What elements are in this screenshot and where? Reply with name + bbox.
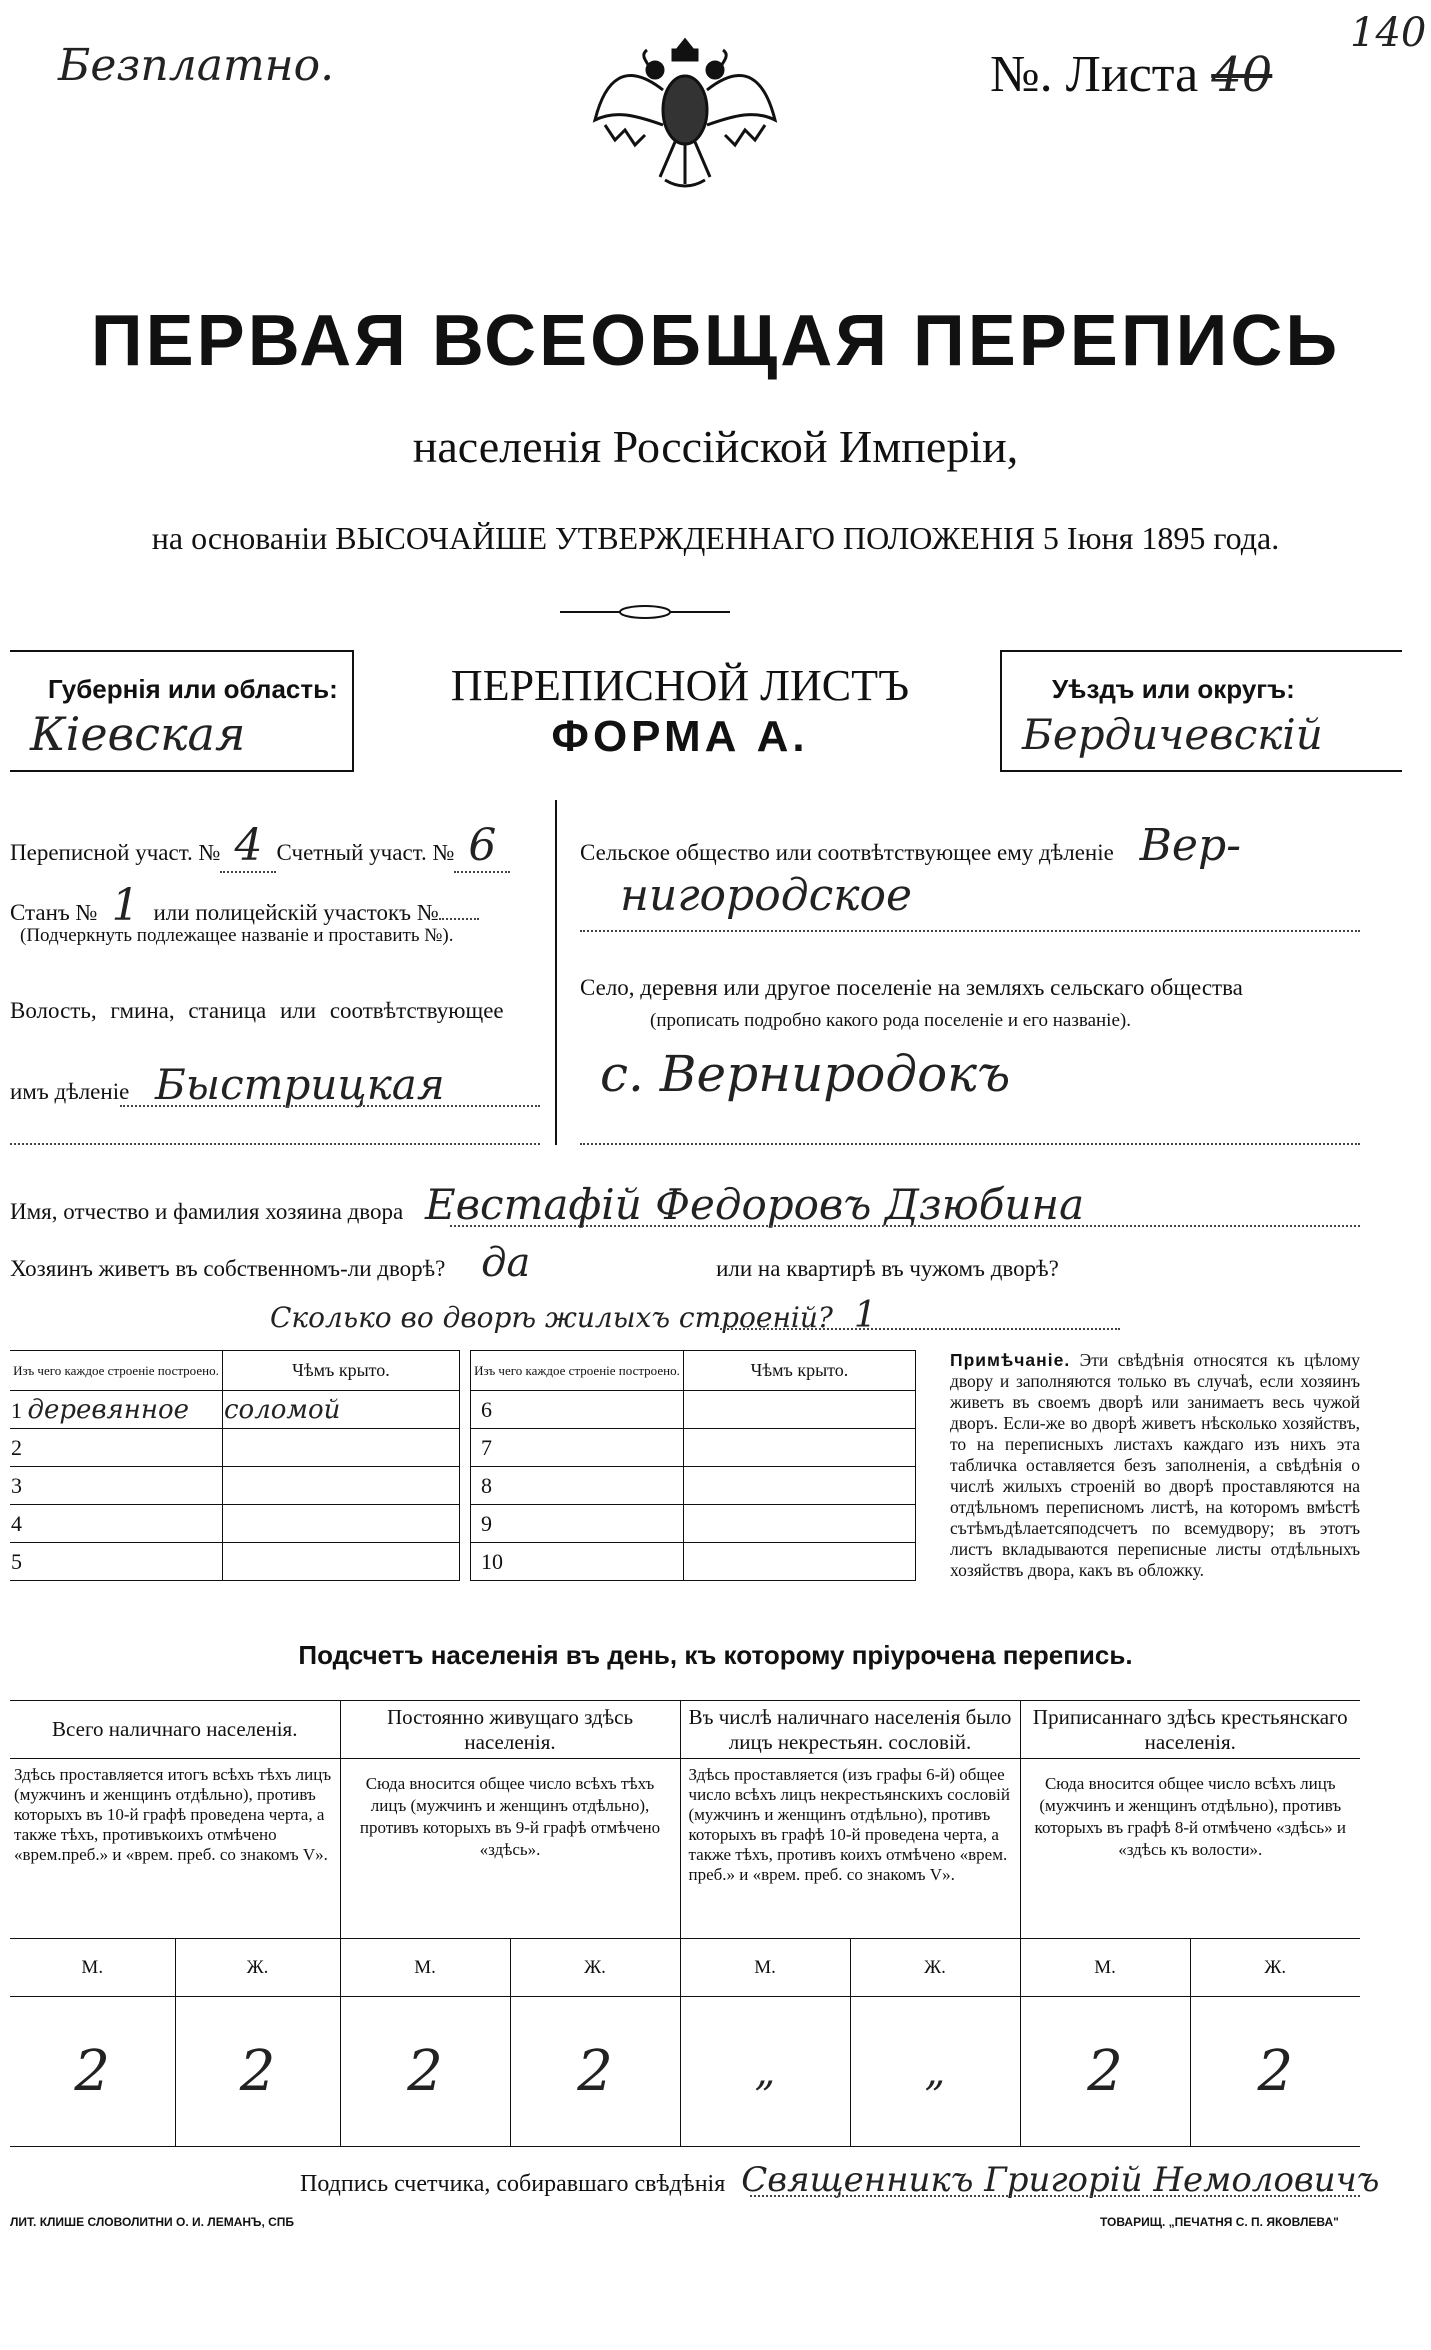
owner-lives-value[interactable]: да <box>481 1240 531 1286</box>
free-label: Безплатно. <box>58 40 335 91</box>
col-material-header: Изъ чего каждое строеніе построено. <box>10 1351 223 1391</box>
male-header: М. <box>10 1939 175 1997</box>
table-row: 7 <box>471 1429 684 1467</box>
roof-cell[interactable] <box>223 1429 460 1467</box>
district-label: Уѣздъ или округъ: <box>1052 674 1295 704</box>
note-text: Эти свѣдѣнія относятся къ цѣлому двору и заполняются только въ случаѣ, если хозяинъ живетъ въ своемъ дворѣ или занимаетъ весь чужой дворъ. Если-же во дворѣ живетъ нѣсколько хозяйствъ, то на переписныхъ листахъ каждаго изъ нихъ эта табличка оставляется безъ заполненія, а свѣдѣнія о числѣ жилыхъ строеній во дворѣ проставляются на отдѣльномъ переписномъ листѣ, на которомъ вмѣстѣ сътѣмъдѣлаетсяподсчетъ по всемудвору; въ этотъ листъ вкладываются переписные листы отдѣльныхъ хозяйствъ двора, какъ въ обложку. <box>950 1350 1360 1580</box>
pop-col-header: Постоянно живущаго здѣсь населенія. <box>340 1701 680 1759</box>
roof-cell[interactable] <box>684 1391 916 1429</box>
material-cell[interactable]: деревянное <box>27 1394 190 1425</box>
society-value[interactable]: Вер- <box>1139 820 1241 871</box>
owner-name-underline <box>450 1225 1360 1227</box>
society-field <box>580 820 1241 871</box>
volost-underline-2 <box>10 1143 540 1145</box>
pop-value-f[interactable]: 2 <box>1190 1997 1360 2147</box>
roof-cell[interactable]: соломой <box>223 1391 460 1429</box>
buildings-table-right <box>470 1350 916 1581</box>
table-row: 8 <box>471 1467 684 1505</box>
police-label: или полицейскій участокъ № <box>153 900 439 925</box>
pop-value-f[interactable]: „ <box>850 1997 1020 2147</box>
pop-col-desc: Сюда вносится общее число всѣхъ тѣхъ лицъ (мужчинъ и женщинъ отдѣльно), противъ которыхъ въ 9-й графѣ отмѣчено «здѣсь». <box>340 1759 680 1939</box>
volost-underline <box>120 1105 540 1107</box>
pop-col-header: Приписаннаго здѣсь крестьянскаго населенія. <box>1020 1701 1360 1759</box>
male-header: М. <box>340 1939 510 1997</box>
main-title: ПЕРВАЯ ВСЕОБЩАЯ ПЕРЕПИСЬ <box>90 301 1341 381</box>
signature-field <box>300 2160 1379 2200</box>
pop-col-header: Всего наличнаго населенія. <box>10 1701 340 1759</box>
pop-value-m[interactable]: 2 <box>340 1997 510 2147</box>
camp-field <box>10 880 479 931</box>
sheet-number <box>990 45 1272 104</box>
male-header: М. <box>680 1939 850 1997</box>
table-row: 1 деревянное <box>10 1391 223 1429</box>
signature-value[interactable]: Священникъ Григорій Немоловичъ <box>741 2160 1380 2200</box>
roof-cell[interactable] <box>684 1467 916 1505</box>
emblem <box>585 30 785 195</box>
pop-value-m[interactable]: 2 <box>1020 1997 1190 2147</box>
census-area-value[interactable]: 4 <box>220 820 276 873</box>
owner-rent-label: или на квартирѣ въ чужомъ дворѣ? <box>716 1256 1059 1281</box>
owner-name-value[interactable]: Евстафій Федоровъ Дзюбина <box>424 1180 1085 1229</box>
owner-name-label: Имя, отчество и фамилия хозяина двора <box>10 1199 404 1224</box>
society-label: Сельское общество или соотвѣтствующее ему дѣленіе <box>580 840 1114 865</box>
signature-underline <box>750 2195 1360 2197</box>
sheet-title: ПЕРЕПИСНОЙ ЛИСТЪ <box>450 661 910 710</box>
pop-value-f[interactable]: 2 <box>175 1997 340 2147</box>
province-value[interactable]: Кіевская <box>30 707 246 761</box>
basis-line: на основаніи ВЫСОЧАЙШЕ УТВЕРЖДЕННАГО ПОЛОЖЕНІЯ 5 Іюня 1895 года. <box>151 520 1280 556</box>
owner-lives-field <box>10 1240 1059 1286</box>
village-value[interactable]: с. Верниродокъ <box>600 1045 1011 1103</box>
corner-number: 140 <box>1350 10 1427 56</box>
district-value[interactable]: Бердичевскій <box>1022 710 1323 759</box>
buildings-label: Сколько во дворѣ жилыхъ строеній? <box>270 1301 833 1334</box>
owner-name-field <box>10 1180 1084 1229</box>
male-header: М. <box>1020 1939 1190 1997</box>
census-area-field <box>10 820 510 871</box>
volost-field <box>10 1060 445 1109</box>
roof-cell[interactable] <box>684 1505 916 1543</box>
society-underline <box>580 930 1360 932</box>
society-value-2[interactable]: нигородское <box>620 870 913 921</box>
female-header: Ж. <box>1190 1939 1360 1997</box>
volost-label: Волость, гмина, станица или соотвѣтствующее <box>10 998 504 1023</box>
pop-value-f[interactable]: 2 <box>510 1997 680 2147</box>
roof-cell[interactable] <box>223 1505 460 1543</box>
pop-col-desc: Здѣсь проставляется итогъ всѣхъ тѣхъ лицъ (мужчинъ и женщинъ отдѣльно), противъ которыхъ въ 10-й графѣ проведена черта, а также тѣхъ, противъкоихъ отмѣчено «врем.преб.» и «врем. преб. со знакомъ V». <box>10 1759 340 1939</box>
col-roof-header: Чѣмъ крыто. <box>223 1351 460 1391</box>
table-row: 6 <box>471 1391 684 1429</box>
count-area-value[interactable]: 6 <box>454 820 510 873</box>
fields-divider <box>555 800 557 1145</box>
owner-lives-label: Хозяинъ живетъ въ собственномъ-ли дворѣ? <box>10 1256 446 1281</box>
pop-col-header: Въ числѣ наличнаго населенія было лицъ некрестьян. сословій. <box>680 1701 1020 1759</box>
table-row: 5 <box>10 1543 223 1581</box>
note-block <box>950 1350 1360 1581</box>
volost-value[interactable]: Быстрицкая <box>155 1060 445 1109</box>
village-underline <box>580 1143 1360 1145</box>
police-value[interactable] <box>439 918 479 920</box>
table-row: 2 <box>10 1429 223 1467</box>
roof-cell[interactable] <box>684 1543 916 1581</box>
pop-value-m[interactable]: 2 <box>10 1997 175 2147</box>
table-row: 10 <box>471 1543 684 1581</box>
pop-col-desc: Здѣсь проставляется (изъ графы 6-й) общее число всѣхъ лицъ некрестьянскихъ сословій (мужчинъ и женщинъ отдѣльно), противъ которыхъ въ графѣ 10-й проведена черта, а также тѣхъ, противъ коихъ отмѣчено «врем. преб.» и «врем. преб. со знакомъ V». <box>680 1759 1020 1939</box>
volost-label2: имъ дѣленіе <box>10 1079 130 1104</box>
count-area-label: Счетный участ. № <box>276 840 455 865</box>
village-label: Село, деревня или другое поселеніе на земляхъ сельскаго общества <box>580 975 1243 1000</box>
footer-left: ЛИТ. КЛИШЕ СЛОВОЛИТНИ О. И. ЛЕМАНЪ, СПБ <box>10 2215 295 2229</box>
buildings-underline <box>720 1328 1120 1330</box>
table-row: 9 <box>471 1505 684 1543</box>
form-name: ФОРМА А. <box>551 712 809 761</box>
roof-cell[interactable] <box>684 1429 916 1467</box>
province-box <box>10 650 354 772</box>
province-label: Губернія или область: <box>48 674 338 704</box>
female-header: Ж. <box>175 1939 340 1997</box>
buildings-table-left <box>10 1350 460 1581</box>
sheet-number-value: 40 <box>1211 47 1273 103</box>
pop-value-m[interactable]: „ <box>680 1997 850 2147</box>
note-label: Примѣчаніе. <box>950 1350 1071 1370</box>
female-header: Ж. <box>850 1939 1020 1997</box>
district-box <box>1000 650 1402 772</box>
roof-cell[interactable] <box>223 1467 460 1505</box>
census-area-label: Переписной участ. № <box>10 840 221 865</box>
double-headed-eagle-icon <box>585 30 785 195</box>
sheet-number-label: №. Листа <box>990 46 1199 103</box>
subtitle: населенія Россійской Имперіи, <box>412 421 1019 472</box>
table-row: 4 <box>10 1505 223 1543</box>
population-title: Подсчетъ населенія въ день, къ которому пріурочена перепись. <box>298 1640 1133 1670</box>
buildings-value[interactable]: 1 <box>853 1295 877 1336</box>
underline-note: (Подчеркнуть подлежащее назвaніе и проставить №). <box>20 925 454 946</box>
population-table <box>10 1700 1360 2147</box>
village-note: (прописать подробно какого рода поселеніе и его названіе). <box>650 1010 1131 1031</box>
col-roof-header: Чѣмъ крыто. <box>684 1351 916 1391</box>
camp-label: Станъ № <box>10 900 98 925</box>
female-header: Ж. <box>510 1939 680 1997</box>
signature-label: Подпись счетчика, собиравшаго свѣдѣнія <box>300 2171 726 2197</box>
ornament-divider <box>560 602 730 627</box>
camp-value[interactable]: 1 <box>111 880 140 931</box>
roof-cell[interactable] <box>223 1543 460 1581</box>
table-row: 3 <box>10 1467 223 1505</box>
col-material-header: Изъ чего каждое строеніе построено. <box>471 1351 684 1391</box>
footer-right: ТОВАРИЩ. „ПЕЧАТНЯ С. П. ЯКОВЛЕВА" <box>1100 2215 1339 2229</box>
pop-col-desc: Сюда вносится общее число всѣхъ лицъ (мужчинъ и женщинъ отдѣльно), противъ которыхъ въ графѣ 8-й отмѣчено «здѣсь» и «здѣсь къ волости». <box>1020 1759 1360 1939</box>
